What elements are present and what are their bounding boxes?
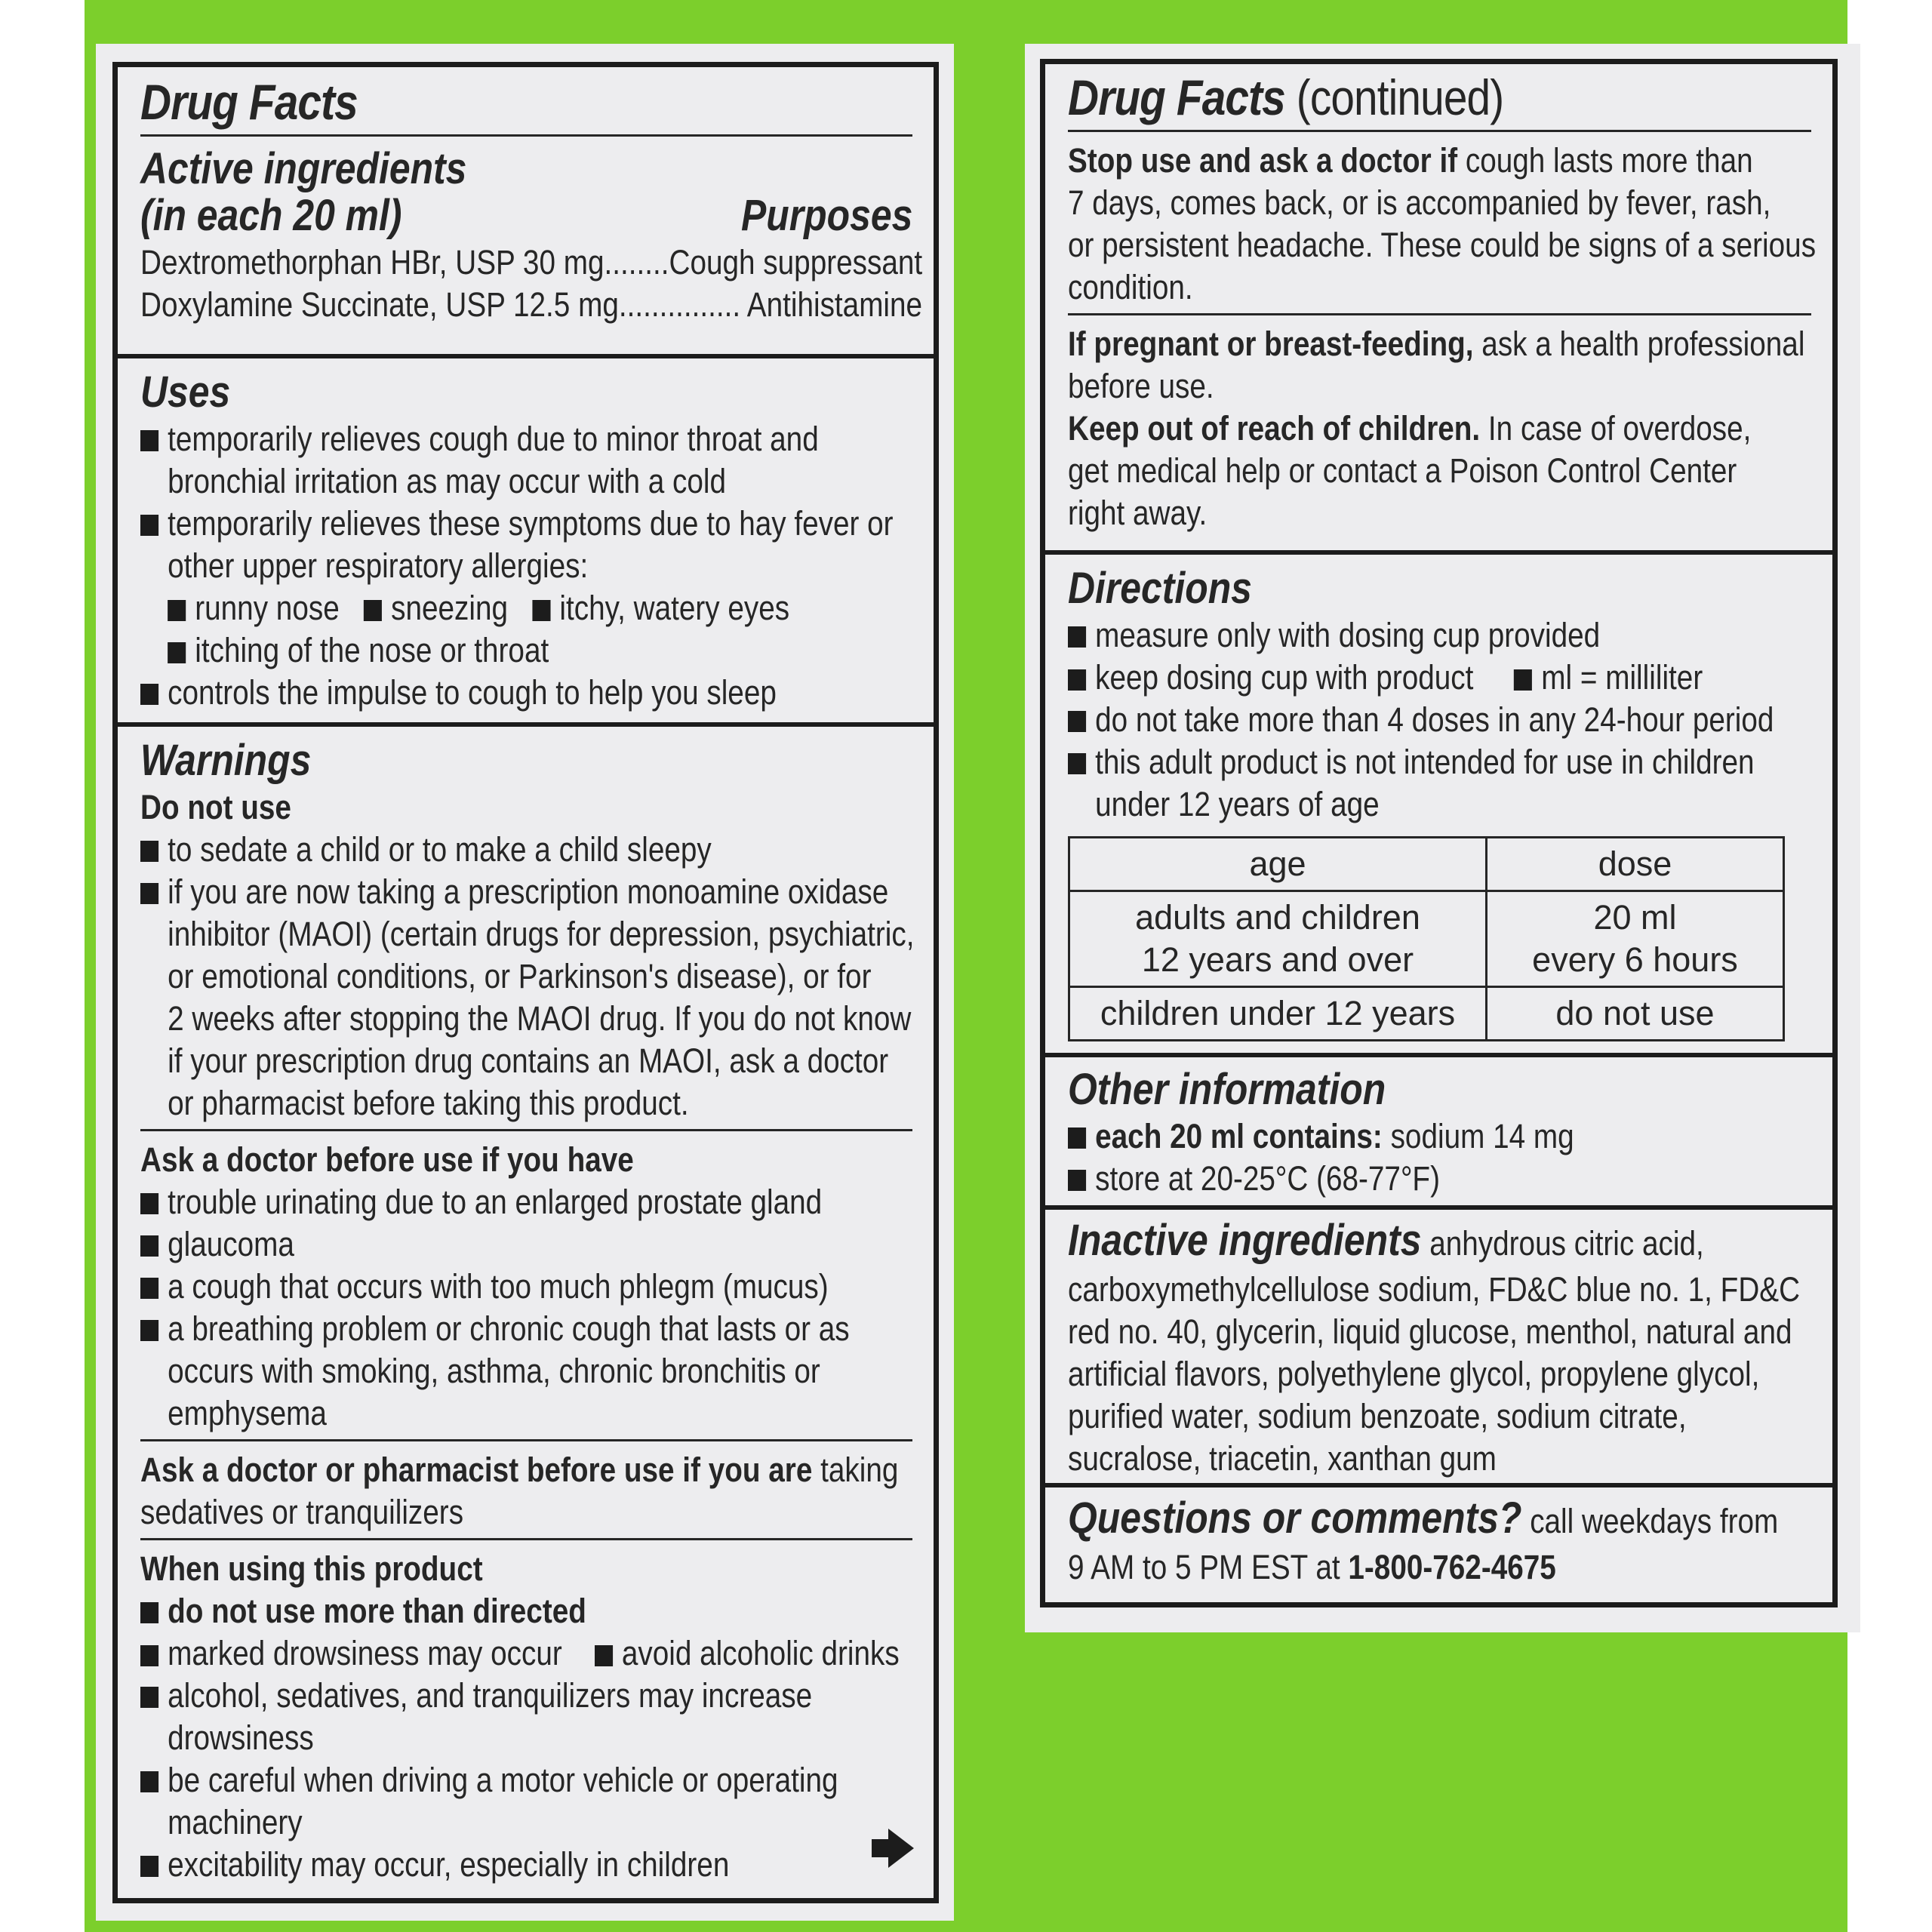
table-row	[1069, 891, 1784, 986]
list-item-cont: bronchial irritation as may occur with a cold	[168, 461, 727, 500]
dosage-table	[1068, 836, 1785, 1041]
list-item-cont: 2 weeks after stopping the MAOI drug. If you do not know	[168, 998, 912, 1038]
inactive-ingredients-heading: Inactive ingredients	[1068, 1216, 1422, 1265]
drug-facts-continued-panel	[1025, 44, 1860, 1632]
symptom-row: itching of the nose or throat	[140, 629, 804, 672]
other-information-section	[1045, 1065, 1832, 1200]
ingredient-row: Doxylamine Succinate, USP 12.5 mg............... Antihistamine	[140, 285, 923, 324]
purposes-heading: Purposes	[740, 191, 912, 241]
inactive-ingredients-line: Inactive ingredients anhydrous citric acid,	[1068, 1216, 1704, 1265]
list-item: keep dosing cup with product ml = milliliter	[1068, 657, 1707, 699]
warnings-section	[118, 736, 934, 1886]
table-cell: children under 12 years	[1069, 986, 1487, 1040]
questions-section	[1045, 1494, 1832, 1589]
list-item-cont: other upper respiratory allergies:	[168, 546, 589, 585]
symptom-row: runny nose sneezing itchy, watery eyes	[140, 587, 804, 629]
list-item: store at 20-25°C (68-77°F)	[1068, 1158, 1707, 1200]
directions-section	[1045, 564, 1832, 1041]
list-item-cont: or emotional conditions, or Parkinson's disease), or for	[168, 956, 872, 995]
list-item: to sedate a child or to make a child sleepy	[140, 829, 804, 871]
ingredient-row: Dextromethorphan HBr, USP 30 mg........Cough suppressant	[140, 242, 923, 281]
list-item: controls the impulse to cough to help you sleep	[140, 672, 804, 714]
list-item: if you are now taking a prescription monoamine oxidase	[140, 871, 804, 913]
pregnant-text-cont: before use.	[1068, 366, 1214, 405]
do-not-use-heading: Do not use	[140, 787, 291, 826]
warnings-heading: Warnings	[140, 736, 312, 785]
list-item: temporarily relieves cough due to minor throat and	[140, 418, 804, 460]
drug-facts-frame	[112, 62, 939, 1903]
list-item: temporarily relieves these symptoms due to hay fever or	[140, 503, 804, 545]
list-item: be careful when driving a motor vehicle or operating	[140, 1759, 804, 1801]
active-ingredients-subheading: (in each 20 ml)	[140, 191, 402, 241]
keep-out-text-cont: right away.	[1068, 493, 1208, 532]
ask-doctor-heading: Ask a doctor before use if you have	[140, 1140, 634, 1179]
table-header: dose	[1487, 837, 1784, 891]
drug-facts-panel	[96, 44, 954, 1921]
when-using-heading: When using this product	[140, 1549, 483, 1588]
list-item-cont: inhibitor (MAOI) (certain drugs for depression, psychiatric,	[168, 914, 915, 953]
questions-text: 9 AM to 5 PM EST at 1-800-762-4675	[1068, 1548, 1556, 1586]
drug-facts-title: Drug Facts	[140, 74, 358, 130]
stop-use-text-cont: condition.	[1068, 267, 1193, 306]
list-item-cont: emphysema	[168, 1393, 327, 1432]
continue-arrow-icon	[888, 1829, 914, 1868]
inactive-ingredients-text: red no. 40, glycerin, liquid glucose, menthol, natural and	[1068, 1312, 1792, 1351]
list-item: glaucoma	[140, 1223, 804, 1266]
table-cell: adults and children 12 years and over	[1069, 891, 1487, 986]
list-item: do not use more than directed	[140, 1590, 804, 1632]
questions-line: Questions or comments? call weekdays from	[1068, 1494, 1779, 1543]
drug-facts-continued-title: Drug Facts (continued)	[1068, 69, 1504, 125]
list-item: each 20 ml contains: sodium 14 mg	[1068, 1115, 1707, 1158]
list-item: excitability may occur, especially in children	[140, 1844, 804, 1886]
stop-use-text-cont: 7 days, comes back, or is accompanied by fever, rash,	[1068, 183, 1771, 222]
table-row	[1069, 986, 1784, 1040]
list-item: do not take more than 4 doses in any 24-hour period	[1068, 699, 1707, 741]
stop-use-text: Stop use and ask a doctor if cough lasts more than	[1068, 140, 1753, 180]
table-cell: do not use	[1487, 986, 1784, 1040]
inactive-ingredients-text: artificial flavors, polyethylene glycol, propylene glycol,	[1068, 1355, 1760, 1393]
list-item: marked drowsiness may occur avoid alcoholic drinks	[140, 1632, 804, 1675]
keep-out-text-cont: get medical help or contact a Poison Control Center	[1068, 451, 1737, 490]
continued-warnings-section	[1045, 70, 1832, 534]
list-item-cont: drowsiness	[168, 1718, 314, 1757]
pregnant-text: If pregnant or breast-feeding, ask a health professional	[1068, 324, 1805, 363]
drug-facts-continued-frame	[1040, 59, 1838, 1607]
ask-pharmacist-text-cont: sedatives or tranquilizers	[140, 1492, 464, 1531]
phone-number: 1-800-762-4675	[1348, 1548, 1556, 1586]
keep-out-text: Keep out of reach of children. In case of overdose,	[1068, 408, 1752, 448]
list-item: a breathing problem or chronic cough that lasts or as	[140, 1308, 804, 1350]
list-item: measure only with dosing cup provided	[1068, 614, 1707, 657]
active-ingredients-heading: Active ingredients	[140, 143, 467, 193]
list-item-cont: occurs with smoking, asthma, chronic bronchitis or	[168, 1351, 820, 1390]
inactive-ingredients-section	[1045, 1216, 1832, 1480]
active-ingredients-section	[118, 75, 934, 326]
table-row	[1069, 837, 1784, 891]
uses-heading: Uses	[140, 368, 231, 417]
table-cell: 20 ml every 6 hours	[1487, 891, 1784, 986]
list-item: trouble urinating due to an enlarged prostate gland	[140, 1181, 804, 1223]
ask-pharmacist-text: Ask a doctor or pharmacist before use if you are taking	[140, 1450, 899, 1489]
list-item-cont: under 12 years of age	[1095, 784, 1380, 823]
list-item: this adult product is not intended for use in children	[1068, 741, 1707, 783]
list-item: alcohol, sedatives, and tranquilizers may increase	[140, 1675, 804, 1717]
list-item-cont: machinery	[168, 1802, 303, 1841]
questions-heading: Questions or comments?	[1068, 1494, 1522, 1543]
directions-heading: Directions	[1068, 564, 1252, 613]
list-item-cont: or pharmacist before taking this product.	[168, 1083, 689, 1122]
inactive-ingredients-text: carboxymethylcellulose sodium, FD&C blue no. 1, FD&C	[1068, 1270, 1801, 1309]
uses-section	[118, 368, 934, 714]
inactive-ingredients-text: purified water, sodium benzoate, sodium citrate,	[1068, 1397, 1687, 1435]
stop-use-text-cont: or persistent headache. These could be signs of a serious	[1068, 225, 1817, 264]
list-item: a cough that occurs with too much phlegm (mucus)	[140, 1266, 804, 1308]
inactive-ingredients-text: sucralose, triacetin, xanthan gum	[1068, 1439, 1497, 1478]
other-information-heading: Other information	[1068, 1065, 1386, 1114]
table-header: age	[1069, 837, 1487, 891]
list-item-cont: if your prescription drug contains an MAOI, ask a doctor	[168, 1041, 889, 1080]
